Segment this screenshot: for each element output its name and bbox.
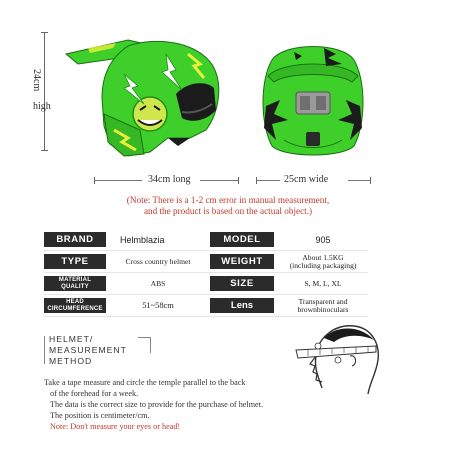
weight-value-line2: (including packaging) (289, 260, 357, 270)
lens-label: Lens (210, 298, 274, 313)
row-divider (44, 294, 368, 295)
head-label-line1: HEAD (66, 299, 84, 306)
head-circumference-value: 51~58cm (142, 300, 174, 310)
material-label-line1: MATERIAL (58, 277, 92, 284)
method-title-line3: METHOD (49, 356, 93, 366)
material-label-line2: QUALITY (61, 283, 89, 290)
width-dimension-tick-right (370, 177, 371, 184)
brand-label: BRAND (44, 232, 106, 247)
height-dimension-word: high (33, 101, 51, 112)
length-dimension-tick-left (94, 177, 95, 184)
height-dimension-value: 24cm (31, 69, 42, 92)
height-dimension-line (44, 32, 45, 150)
length-dimension-tick-right (238, 177, 239, 184)
width-dimension-line-left (256, 180, 280, 181)
head-label-line2: CIRCUMFERENCE (47, 305, 103, 312)
measurement-note-line2: and the product is based on the actual object.) (143, 206, 313, 216)
material-value: ABS (150, 278, 166, 288)
instruction-line: of the forehead for a week. (50, 389, 139, 398)
measurement-note-line1: (Note: There is a 1-2 cm error in manual measurement, (126, 195, 330, 205)
instruction-warning: Note: Don't measure your eyes or head! (50, 422, 181, 431)
lens-value-line1: Transparent and (298, 296, 348, 306)
head-circumference-label (44, 298, 106, 313)
model-value: 905 (315, 234, 331, 245)
row-divider (44, 272, 368, 273)
brand-value: Helmblazia (120, 234, 165, 245)
method-bracket-right (150, 337, 151, 353)
helmet-front-view-image (254, 36, 372, 161)
row-divider (44, 250, 368, 251)
size-value: S, M, L, XL (304, 278, 342, 288)
method-title-line2: MEASUREMENT (49, 345, 127, 355)
instruction-line: The position is centimeter/cm. (50, 411, 150, 420)
width-dimension-value: 25cm wide (284, 174, 329, 185)
helmet-side-view-image (58, 34, 228, 159)
instruction-line: The data is the correct size to provide for the purchase of helmet. (50, 400, 264, 409)
size-label: SIZE (210, 276, 274, 291)
type-value: Cross country helmet (125, 256, 191, 266)
height-dimension-tick-bottom (41, 150, 48, 151)
lens-value (278, 297, 368, 314)
length-dimension-line-left (94, 180, 142, 181)
material-quality-label (44, 276, 106, 291)
width-dimension-tick-left (256, 177, 257, 184)
method-bracket-vertical (44, 336, 45, 364)
type-label: TYPE (44, 254, 106, 269)
model-label: MODEL (210, 232, 274, 247)
method-bracket-horizontal (138, 337, 150, 338)
instruction-line: Take a tape measure and circle the temple parallel to the back (44, 378, 246, 387)
width-dimension-line-right (348, 180, 370, 181)
length-dimension-value: 34cm long (148, 174, 191, 185)
length-dimension-line-right (200, 180, 238, 181)
weight-value (278, 253, 368, 270)
weight-value-line1: About 1.5KG (302, 252, 344, 262)
height-dimension-tick-top (41, 32, 48, 33)
lens-value-line2: brownbinoculars (297, 304, 349, 314)
method-title-line1: HELMET/ (49, 334, 94, 344)
head-measurement-illustration (288, 316, 384, 396)
weight-label: WEIGHT (210, 254, 274, 269)
